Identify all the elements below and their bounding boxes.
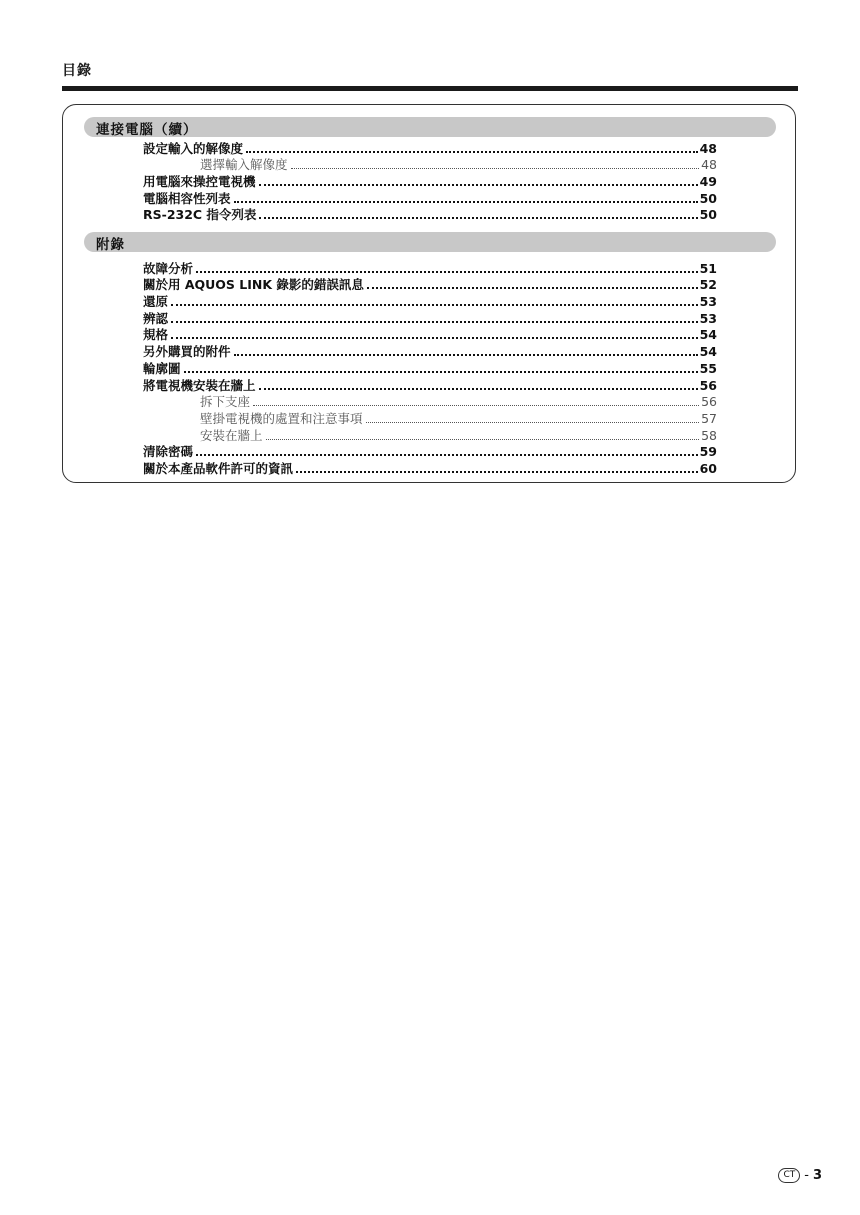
toc-entry[interactable] xyxy=(143,326,717,343)
toc-entry-title: 關於本產品軟件許可的資訊 xyxy=(143,460,294,476)
toc-entry-page: 50 xyxy=(699,190,717,206)
dot-leader xyxy=(367,287,698,289)
toc-entry-title: 壁掛電視機的處置和注意事項 xyxy=(200,410,363,426)
language-badge: CT xyxy=(778,1168,800,1183)
toc-entry[interactable] xyxy=(143,259,717,276)
toc-entry-page: 58 xyxy=(701,427,717,443)
toc-entry-page: 60 xyxy=(699,460,717,476)
dot-leader xyxy=(234,201,698,203)
toc-entry[interactable] xyxy=(143,292,717,309)
heading-rule xyxy=(62,86,798,91)
toc-entry-title: 辨認 xyxy=(143,310,169,326)
dot-leader xyxy=(259,184,698,186)
toc-entry-title: 設定輸入的解像度 xyxy=(143,140,244,156)
toc-entry-title: 另外購買的附件 xyxy=(143,344,231,360)
toc-entry-title: 規格 xyxy=(143,327,169,343)
toc-entry-title: 電腦相容性列表 xyxy=(143,190,231,206)
dot-leader xyxy=(253,405,699,406)
toc-entry-title: 關於用 AQUOS LINK 錄影的錯誤訊息 xyxy=(143,277,364,293)
dot-leader xyxy=(366,422,700,423)
toc-entry[interactable] xyxy=(143,409,717,426)
toc-entry-page: 56 xyxy=(701,394,717,410)
section-bar-connect-pc xyxy=(84,117,776,137)
toc-entry-page: 59 xyxy=(699,444,717,460)
toc-list-appendix xyxy=(143,259,717,476)
toc-entry[interactable] xyxy=(143,359,717,376)
toc-entry-title: 選擇輸入解像度 xyxy=(200,157,288,173)
dot-leader xyxy=(171,337,698,339)
toc-entry[interactable] xyxy=(143,139,717,156)
toc-entry-page: 49 xyxy=(699,174,717,190)
toc-entry-title: 用電腦來操控電視機 xyxy=(143,174,256,190)
footer-separator: - xyxy=(804,1168,809,1183)
dot-leader xyxy=(296,471,698,473)
dot-leader xyxy=(291,168,700,169)
dot-leader xyxy=(196,454,698,456)
section-title: 連接電腦（續） xyxy=(96,122,198,138)
dot-leader xyxy=(184,371,698,373)
toc-entry[interactable] xyxy=(143,172,717,189)
toc-entry-page: 54 xyxy=(699,344,717,360)
toc-entry[interactable] xyxy=(143,189,717,206)
toc-entry[interactable] xyxy=(143,376,717,393)
toc-entry-page: 50 xyxy=(699,207,717,223)
toc-entry[interactable] xyxy=(143,309,717,326)
toc-entry-page: 53 xyxy=(699,310,717,326)
toc-entry[interactable] xyxy=(143,459,717,476)
toc-entry-page: 48 xyxy=(699,140,717,156)
dot-leader xyxy=(246,151,698,153)
toc-entry[interactable] xyxy=(143,156,717,173)
dot-leader xyxy=(259,388,698,390)
toc-entry-title: 安裝在牆上 xyxy=(200,427,263,443)
toc-entry[interactable] xyxy=(143,206,717,223)
dot-leader xyxy=(234,354,698,356)
page-footer xyxy=(778,1168,822,1183)
toc-entry-page: 52 xyxy=(699,277,717,293)
dot-leader xyxy=(196,271,698,273)
section-bar-appendix xyxy=(84,232,776,252)
toc-entry-title: 將電視機安裝在牆上 xyxy=(143,377,256,393)
toc-entry-page: 56 xyxy=(699,377,717,393)
toc-entry-page: 51 xyxy=(699,260,717,276)
page-heading: 目錄 xyxy=(62,63,92,79)
toc-entry[interactable] xyxy=(143,342,717,359)
toc-entry-page: 48 xyxy=(701,157,717,173)
toc-entry-page: 53 xyxy=(699,294,717,310)
toc-entry-title: 拆下支座 xyxy=(200,394,251,410)
toc-entry[interactable] xyxy=(143,276,717,293)
toc-entry-title: 故障分析 xyxy=(143,260,194,276)
dot-leader xyxy=(266,439,700,440)
toc-entry-title: 輪廓圖 xyxy=(143,360,181,376)
toc-entry-page: 54 xyxy=(699,327,717,343)
toc-entry-title: 清除密碼 xyxy=(143,444,194,460)
toc-entry-page: 57 xyxy=(701,410,717,426)
toc-entry[interactable] xyxy=(143,443,717,460)
page-number: 3 xyxy=(812,1168,822,1183)
toc-list-connect-pc xyxy=(143,139,717,222)
dot-leader xyxy=(171,304,698,306)
dot-leader xyxy=(259,217,697,219)
dot-leader xyxy=(171,321,698,323)
toc-entry-title: 還原 xyxy=(143,294,169,310)
toc-entry-title: RS-232C 指令列表 xyxy=(143,207,257,223)
toc-entry[interactable] xyxy=(143,426,717,443)
toc-entry-page: 55 xyxy=(699,360,717,376)
toc-entry[interactable] xyxy=(143,393,717,410)
section-title: 附錄 xyxy=(96,237,125,253)
